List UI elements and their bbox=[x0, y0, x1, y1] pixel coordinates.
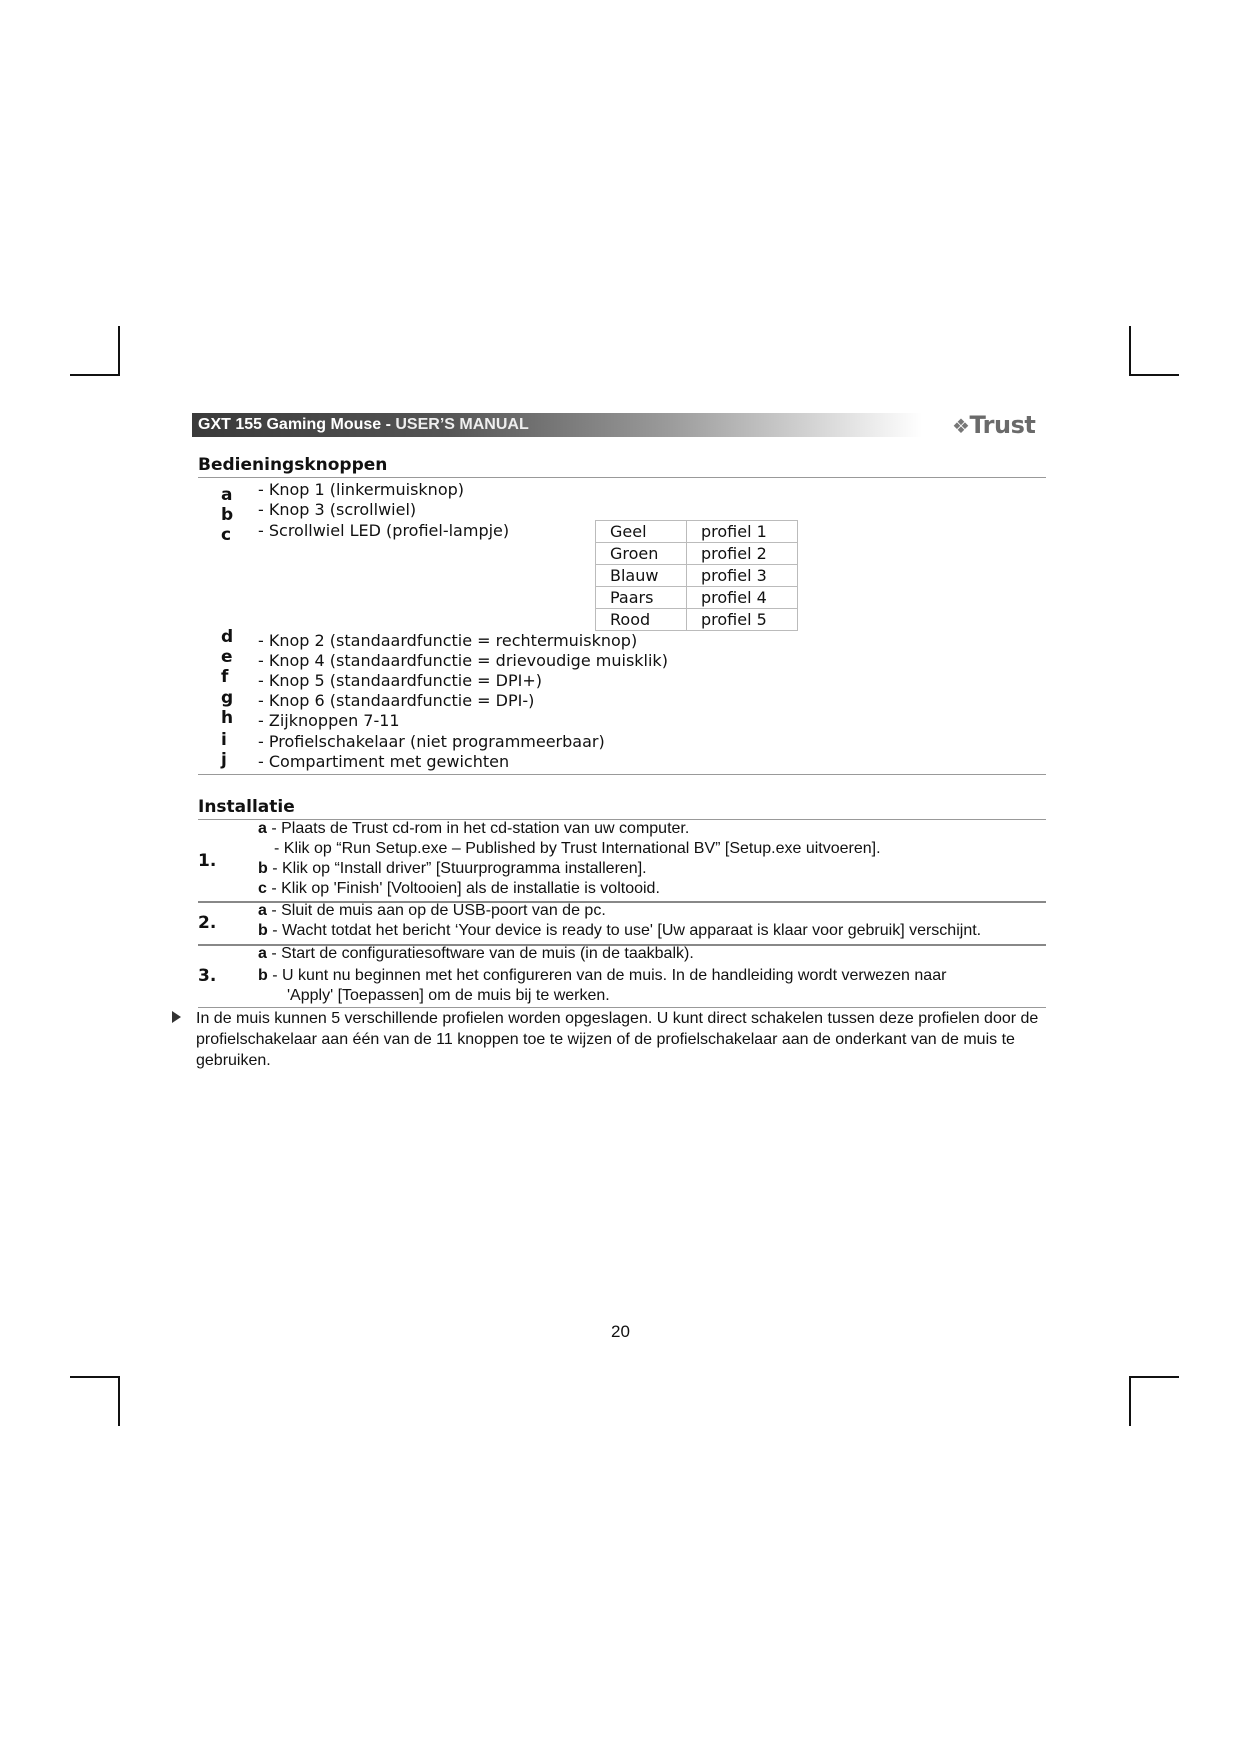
installation-section-title: Installatie bbox=[198, 797, 295, 817]
profile-color: Geel bbox=[596, 521, 687, 543]
control-item-j: - Compartiment met gewichten bbox=[258, 752, 510, 771]
step-1-line-c bbox=[258, 880, 660, 898]
control-letter-f: f bbox=[221, 667, 229, 687]
step-1-line-b bbox=[258, 860, 647, 878]
profile-row bbox=[596, 521, 798, 543]
trust-logo bbox=[952, 410, 1035, 440]
manual-subtitle: USER’S MANUAL bbox=[395, 416, 529, 433]
control-item-e: - Knop 4 (standaardfunctie = drievoudige muisklik) bbox=[258, 651, 668, 670]
profile-color: Groen bbox=[596, 543, 687, 565]
trust-logo-icon: ❖ bbox=[952, 414, 970, 438]
controls-title-rule bbox=[198, 477, 1046, 478]
control-letter-i: i bbox=[221, 730, 227, 750]
step-text: - Sluit de muis aan op de USB-poort van de pc. bbox=[266, 902, 606, 919]
profile-name: profiel 1 bbox=[687, 521, 798, 543]
profile-row bbox=[596, 587, 798, 609]
step-2-line-b bbox=[258, 922, 981, 940]
step-number-3: 3. bbox=[198, 966, 217, 986]
step-label: a bbox=[258, 902, 267, 919]
control-letter-a: a bbox=[221, 485, 233, 505]
profile-row bbox=[596, 565, 798, 587]
step-text: - Klik op “Install driver” [Stuurprogramma installeren]. bbox=[267, 860, 647, 877]
step-1-line-a bbox=[258, 820, 689, 838]
step-label: a bbox=[258, 820, 267, 837]
arrow-bullet-icon bbox=[172, 1011, 181, 1023]
profile-row bbox=[596, 543, 798, 565]
control-item-c: - Scrollwiel LED (profiel-lampje) bbox=[258, 521, 510, 540]
step-text: - Klik op 'Finish' [Voltooien] als de installatie is voltooid. bbox=[266, 880, 660, 897]
step-label: a bbox=[258, 945, 267, 962]
brand-name: Trust bbox=[969, 411, 1036, 439]
step-3-line-a bbox=[258, 945, 694, 963]
control-letter-h: h bbox=[221, 708, 234, 728]
crop-mark-top-left bbox=[70, 326, 120, 376]
step-number-1: 1. bbox=[198, 851, 217, 871]
controls-end-rule bbox=[198, 774, 1046, 775]
step-text: - U kunt nu beginnen met het configureren van de muis. In de handleiding wordt verwezen naar bbox=[267, 967, 947, 984]
profile-row bbox=[596, 609, 798, 631]
crop-mark-bottom-left bbox=[70, 1376, 120, 1426]
profile-name: profiel 2 bbox=[687, 543, 798, 565]
step-text: - Wacht totdat het bericht ‘Your device is ready to use' [Uw apparaat is klaar voor gebruik] verschijnt. bbox=[267, 922, 982, 939]
profile-name: profiel 3 bbox=[687, 565, 798, 587]
manual-title: GXT 155 Gaming Mouse - bbox=[198, 416, 396, 433]
crop-mark-bottom-right bbox=[1129, 1376, 1179, 1426]
manual-header-bar bbox=[192, 413, 922, 437]
control-letter-j: j bbox=[221, 750, 227, 770]
control-letter-b: b bbox=[221, 505, 234, 525]
step-3-line-b2 bbox=[287, 987, 610, 1005]
control-letter-d: d bbox=[221, 627, 234, 647]
control-item-f: - Knop 5 (standaardfunctie = DPI+) bbox=[258, 671, 542, 690]
control-item-a: - Knop 1 (linkermuisknop) bbox=[258, 480, 464, 499]
profile-color: Blauw bbox=[596, 565, 687, 587]
step-number-2: 2. bbox=[198, 913, 217, 933]
control-item-d: - Knop 2 (standaardfunctie = rechtermuisknop) bbox=[258, 631, 638, 650]
control-letter-c: c bbox=[221, 525, 232, 545]
step-label: b bbox=[258, 922, 268, 939]
step-label: b bbox=[258, 967, 268, 984]
control-item-g: - Knop 6 (standaardfunctie = DPI-) bbox=[258, 691, 535, 710]
tip-text: In de muis kunnen 5 verschillende profielen worden opgeslagen. U kunt direct schakelen tussen deze profielen door de profielschakelaar aan één van de 11 knoppen toe te wijzen of de profielschakelaar aan de onderkant van de muis te gebruiken. bbox=[196, 1010, 1039, 1069]
step-text: - Klik op “Run Setup.exe – Published by Trust International BV” [Setup.exe uitvoeren]. bbox=[274, 840, 881, 857]
controls-section-title: Bedieningsknoppen bbox=[198, 455, 388, 475]
profile-color-table bbox=[595, 520, 798, 631]
control-letter-e: e bbox=[221, 647, 233, 667]
crop-mark-top-right bbox=[1129, 326, 1179, 376]
step-label: b bbox=[258, 860, 268, 877]
profile-name: profiel 5 bbox=[687, 609, 798, 631]
step-text: - Plaats de Trust cd-rom in het cd-station van uw computer. bbox=[266, 820, 690, 837]
step-3-line-b bbox=[258, 967, 946, 985]
step-2-line-a bbox=[258, 902, 606, 920]
profile-name: profiel 4 bbox=[687, 587, 798, 609]
step-label: c bbox=[258, 880, 267, 897]
control-letter-g: g bbox=[221, 688, 234, 708]
step-text: - Start de configuratiesoftware van de muis (in de taakbalk). bbox=[266, 945, 694, 962]
profile-color: Rood bbox=[596, 609, 687, 631]
control-item-i: - Profielschakelaar (niet programmeerbaar) bbox=[258, 732, 605, 751]
profile-color: Paars bbox=[596, 587, 687, 609]
step-text: 'Apply' [Toepassen] om de muis bij te werken. bbox=[287, 987, 610, 1004]
control-item-b: - Knop 3 (scrollwiel) bbox=[258, 500, 417, 519]
control-item-h: - Zijknoppen 7-11 bbox=[258, 711, 400, 730]
page-number: 20 bbox=[611, 1322, 630, 1341]
step-1-line-a2 bbox=[274, 840, 881, 858]
